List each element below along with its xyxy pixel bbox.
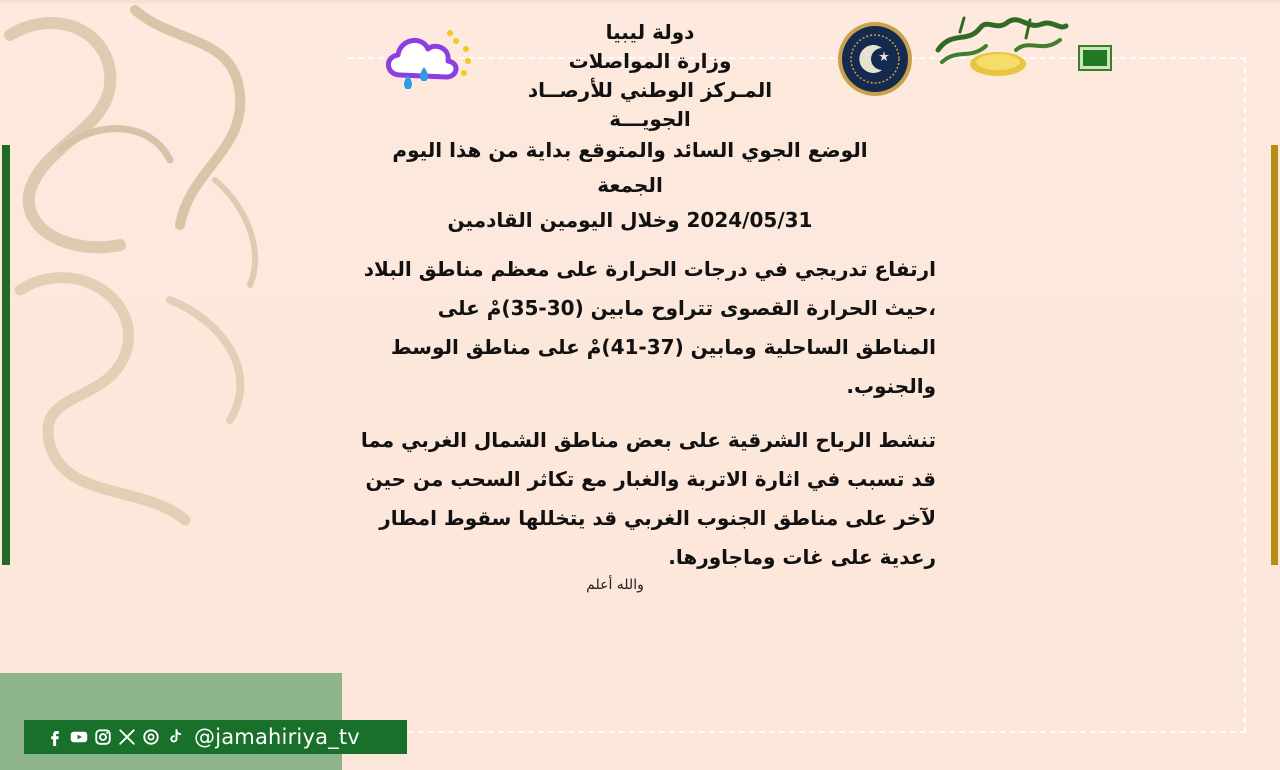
header-center-name-cont: الجويـــة — [609, 107, 691, 131]
social-media-bar — [24, 720, 407, 754]
header-state-name: دولة ليبيا — [605, 20, 695, 44]
calligraphy-logo-icon — [932, 10, 1070, 76]
forecast-temperature-paragraph: ارتفاع تدريجي في درجات الحرارة على معظم مناطق البلاد ،حيث الحرارة القصوى تتراوح مابين (30-35)مْ على المناطق الساحلية ومابين (37-41)مْ على مناطق الوسط والجنوب. — [363, 257, 936, 398]
header-ministry-name: وزارة المواصلات — [568, 49, 732, 73]
instagram-icon[interactable] — [92, 726, 114, 748]
social-handle[interactable]: @jamahiriya_tv — [194, 725, 360, 749]
forecast-title-line2: 2024/05/31 وخلال اليومين القادمين — [447, 208, 813, 232]
forecast-title-line1: الوضع الجوي السائد والمتوقع بداية من هذا اليوم الجمعة — [392, 138, 868, 197]
green-flag-icon — [1078, 45, 1112, 71]
youtube-icon[interactable] — [68, 726, 90, 748]
left-green-bar — [2, 145, 10, 565]
facebook-icon[interactable] — [44, 726, 66, 748]
tiktok-icon[interactable] — [164, 726, 186, 748]
header-center-name: المـركز الوطني للأرصــاد — [527, 78, 773, 102]
forecast-title — [360, 133, 900, 238]
x-icon[interactable] — [116, 726, 138, 748]
right-gold-bar — [1271, 145, 1278, 565]
ministry-seal-icon — [836, 20, 914, 98]
threads-icon[interactable] — [140, 726, 162, 748]
forecast-wind-paragraph: تنشط الرياح الشرقية على بعض مناطق الشمال الغربي مما قد تسبب في اثارة الاتربة والغبار مع تكاثر السحب من حين لآخر على مناطق الجنوب الغربي قد يتخللها سقوط امطار رعدية على غات وماجاورها. — [360, 428, 936, 569]
closing-phrase: والله أعلم — [586, 577, 644, 593]
header-ministry — [505, 18, 795, 134]
calligraphy-decoration-icon — [0, 0, 330, 560]
forecast-body — [352, 250, 936, 592]
weather-cloud-rain-sun-icon — [378, 25, 478, 97]
